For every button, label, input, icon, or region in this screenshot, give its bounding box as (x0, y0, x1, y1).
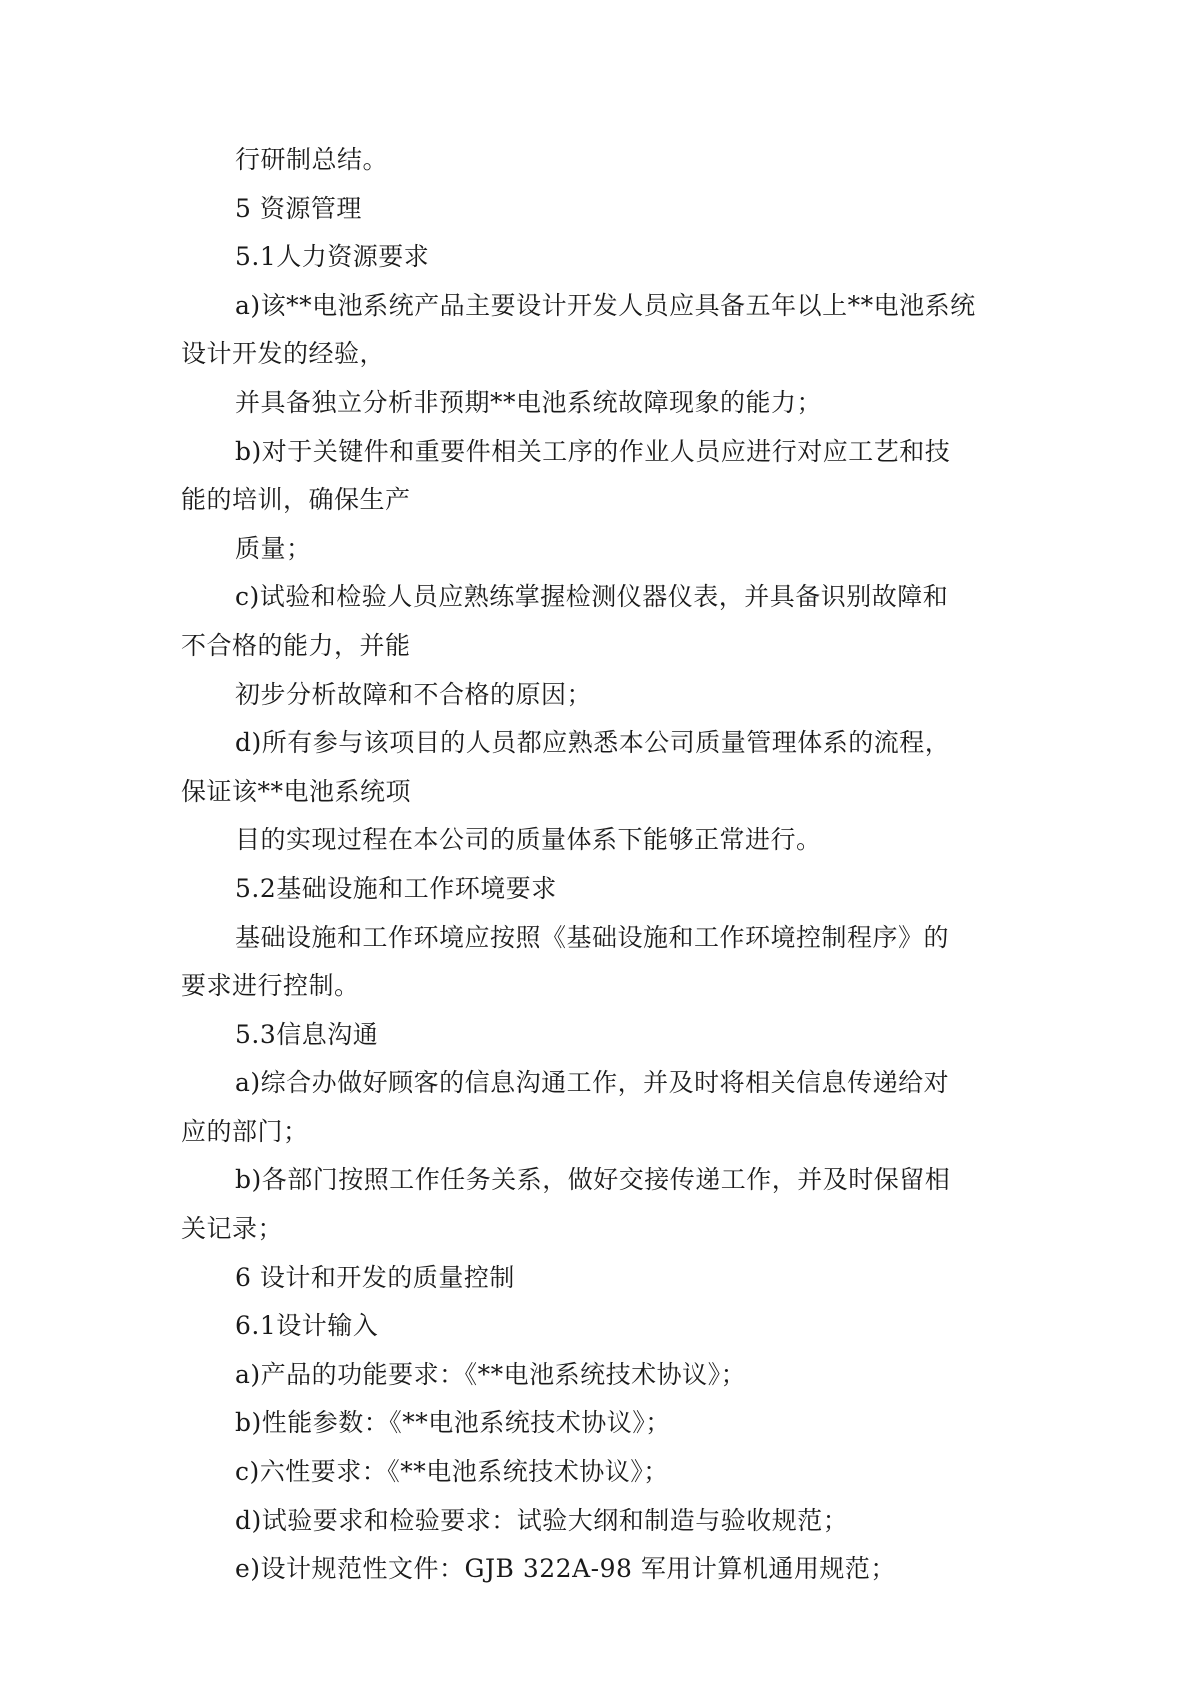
text-line: d)所有参与该项目的人员都应熟悉本公司质量管理体系的流程， (235, 728, 951, 758)
text-line: 应的部门； (181, 1116, 309, 1146)
text-line: 6 设计和开发的质量控制 (235, 1262, 515, 1292)
document-body (181, 136, 1011, 1594)
text-line: 6.1设计输入 (235, 1311, 379, 1341)
text-line: 行研制总结。 (235, 145, 389, 174)
text-line: 能的培训，确保生产 (181, 485, 411, 515)
text-line: b)性能参数：《**电池系统技术协议》； (235, 1408, 671, 1438)
text-line: b)各部门按照工作任务关系，做好交接传递工作，并及时保留相 (235, 1165, 951, 1195)
text-line: 5 资源管理 (235, 193, 362, 223)
text-line: c)六性要求：《**电池系统技术协议》； (235, 1457, 669, 1487)
text-line: 5.2基础设施和工作环境要求 (235, 873, 557, 903)
text-line: c)试验和检验人员应熟练掌握检测仪器仪表，并具备识别故障和 (235, 582, 949, 612)
text-line: e)设计规范性文件：GJB 322A-98 军用计算机通用规范； (235, 1554, 896, 1584)
text-line: 并具备独立分析非预期**电池系统故障现象的能力； (235, 387, 823, 417)
text-line: 5.3信息沟通 (235, 1019, 379, 1049)
text-line: 要求进行控制。 (181, 971, 360, 1001)
text-line: 设计开发的经验， (181, 339, 386, 369)
text-line: 关记录； (181, 1214, 284, 1244)
text-line: 目的实现过程在本公司的质量体系下能够正常进行。 (235, 825, 822, 855)
text-line: b)对于关键件和重要件相关工序的作业人员应进行对应工艺和技 (235, 436, 951, 466)
text-line: d)试验要求和检验要求：试验大纲和制造与验收规范； (235, 1505, 849, 1535)
text-line: a)综合办做好顾客的信息沟通工作，并及时将相关信息传递给对 (235, 1068, 950, 1098)
text-line: 初步分析故障和不合格的原因； (235, 679, 593, 709)
text-line: 不合格的能力，并能 (181, 630, 411, 660)
text-line: a)产品的功能要求：《**电池系统技术协议》； (235, 1359, 747, 1389)
text-line: 基础设施和工作环境应按照《基础设施和工作环境控制程序》的 (235, 922, 950, 952)
text-line: a)该**电池系统产品主要设计开发人员应具备五年以上**电池系统 (235, 290, 976, 320)
text-line: 质量； (235, 533, 312, 563)
text-line: 5.1人力资源要求 (235, 242, 430, 272)
text-line: 保证该**电池系统项 (181, 776, 412, 806)
